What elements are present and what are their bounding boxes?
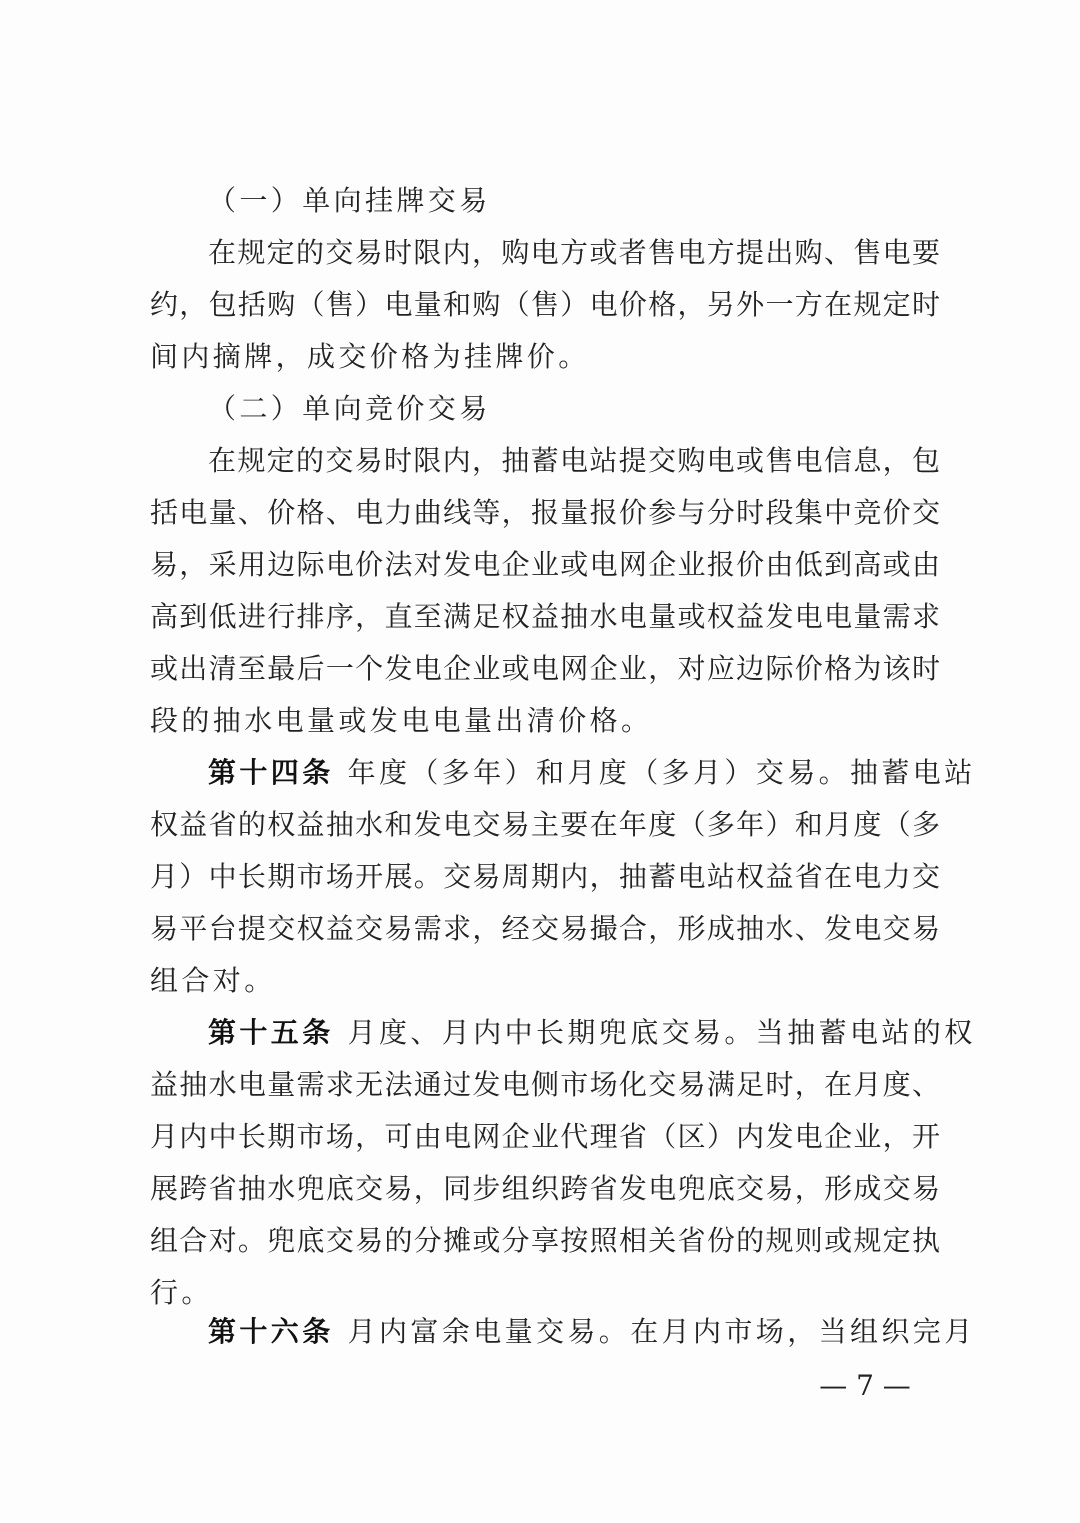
article-14-line — [208, 747, 976, 799]
article-15-label: 第十五条 — [208, 1016, 334, 1049]
paragraph-line: 组合对。兜底交易的分摊或分享按照相关省份的规则或规定执 — [150, 1224, 940, 1257]
article-16-text: 月内富余电量交易。在月内市场，当组织完月 — [347, 1315, 976, 1348]
paragraph-line: 展跨省抽水兜底交易，同步组织跨省发电兜底交易，形成交易 — [150, 1172, 940, 1205]
paragraph-line: 益抽水电量需求无法通过发电侧市场化交易满足时，在月度、 — [150, 1068, 940, 1101]
article-16-line — [208, 1306, 976, 1358]
paragraph-line: 易平台提交权益交易需求，经交易撮合，形成抽水、发电交易 — [150, 912, 940, 945]
article-15-line — [208, 1007, 976, 1059]
paragraph-line: 括电量、价格、电力曲线等，报量报价参与分时段集中竞价交 — [150, 496, 940, 529]
paragraph-line: 月）中长期市场开展。交易周期内，抽蓄电站权益省在电力交 — [150, 860, 940, 893]
paragraph-line: 月内中长期市场，可由电网企业代理省（区）内发电企业，开 — [150, 1120, 940, 1153]
paragraph-line: 在规定的交易时限内，抽蓄电站提交购电或售电信息，包 — [208, 444, 940, 477]
paragraph-line: 段的抽水电量或发电电量出清价格。 — [150, 704, 653, 737]
paragraph-line: 组合对。 — [150, 964, 276, 997]
subheading-one-way-listing: （一）单向挂牌交易 — [208, 184, 491, 217]
paragraph-line: 约，包括购（售）电量和购（售）电价格，另外一方在规定时 — [150, 288, 940, 321]
subheading-one-way-bidding: （二）单向竞价交易 — [208, 392, 491, 425]
article-14-label: 第十四条 — [208, 756, 334, 789]
paragraph-line: 行。 — [150, 1276, 213, 1309]
article-15-text: 月度、月内中长期兜底交易。当抽蓄电站的权 — [347, 1016, 976, 1049]
article-16-label: 第十六条 — [208, 1315, 334, 1348]
paragraph-line: 或出清至最后一个发电企业或电网企业，对应边际价格为该时 — [150, 652, 940, 685]
paragraph-line: 在规定的交易时限内，购电方或者售电方提出购、售电要 — [208, 236, 940, 269]
paragraph-line: 易，采用边际电价法对发电企业或电网企业报价由低到高或由 — [150, 548, 940, 581]
paragraph-line: 高到低进行排序，直至满足权益抽水电量或权益发电电量需求 — [150, 600, 940, 633]
paragraph-line: 权益省的权益抽水和发电交易主要在年度（多年）和月度（多 — [150, 808, 940, 841]
article-14-text: 年度（多年）和月度（多月）交易。抽蓄电站 — [347, 756, 976, 789]
page-number: — 7 — — [819, 1369, 911, 1402]
paragraph-line: 间内摘牌，成交价格为挂牌价。 — [150, 340, 590, 373]
